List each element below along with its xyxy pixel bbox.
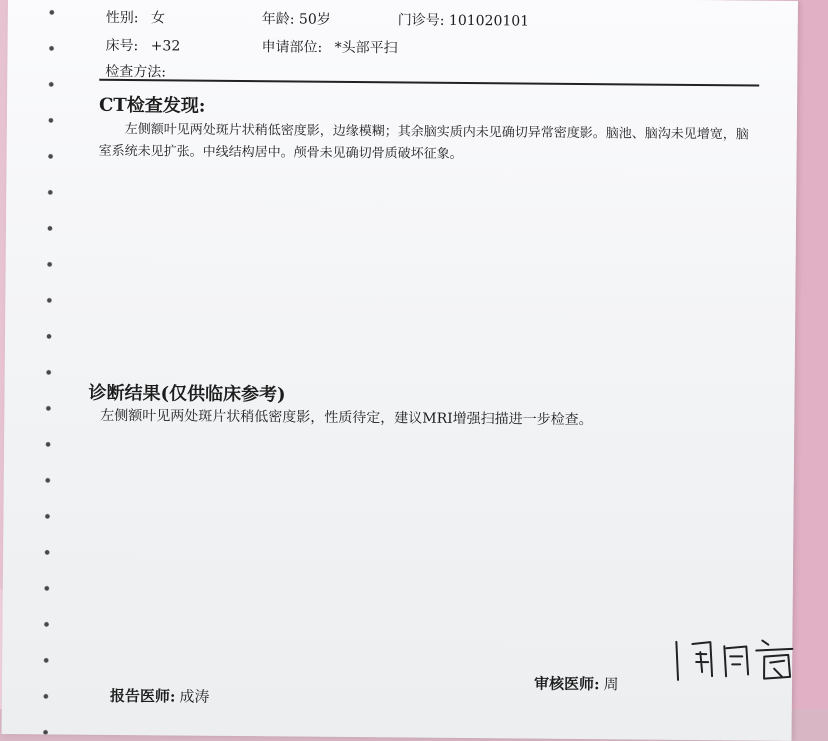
findings-text: 左侧额叶见两处斑片状稍低密度影，边缘模糊；其余脑实质内未见确切异常密度影。脑池、脑沟未见增宽，脑室系统未见扩张。中线结构居中。颅骨未见确切骨质破坏征象。 (99, 119, 759, 169)
perforation-holes (40, 0, 58, 734)
age-row (262, 8, 331, 29)
reviewer-label: 审核医师: (534, 675, 600, 694)
reviewer-row (534, 673, 619, 695)
gender-row (106, 7, 165, 28)
bed-value: +32 (151, 38, 181, 54)
reviewer-value: 周 (603, 675, 618, 693)
region-value: *头部平扫 (335, 40, 398, 57)
clinic-no-row (398, 9, 530, 30)
reporter-row (110, 685, 210, 707)
reporter-value: 成涛 (179, 688, 209, 706)
findings-title: CT检查发现: (99, 91, 206, 118)
bed-row (105, 35, 180, 56)
method-label: 检查方法: (105, 64, 166, 81)
age-label: 年龄: (262, 11, 295, 27)
region-row (261, 36, 397, 57)
age-value: 50岁 (299, 12, 331, 28)
header-divider (99, 79, 759, 87)
gender-value: 女 (151, 10, 165, 26)
reporter-label: 报告医师: (110, 687, 176, 706)
diagnosis-text: 左侧额叶见两处斑片状稍低密度影，性质待定，建议MRI增强扫描进一步检查。 (100, 405, 593, 429)
ct-report-page (2, 0, 798, 741)
clinic-no-label: 门诊号: (398, 12, 445, 28)
gender-label: 性别: (106, 10, 139, 26)
clinic-no-value: 101020101 (449, 13, 529, 30)
region-label: 申请部位: (261, 39, 322, 56)
bed-label: 床号: (105, 38, 138, 54)
diagnosis-title: 诊断结果(仅供临床参考) (88, 379, 285, 407)
handwritten-signature-icon (670, 630, 811, 691)
